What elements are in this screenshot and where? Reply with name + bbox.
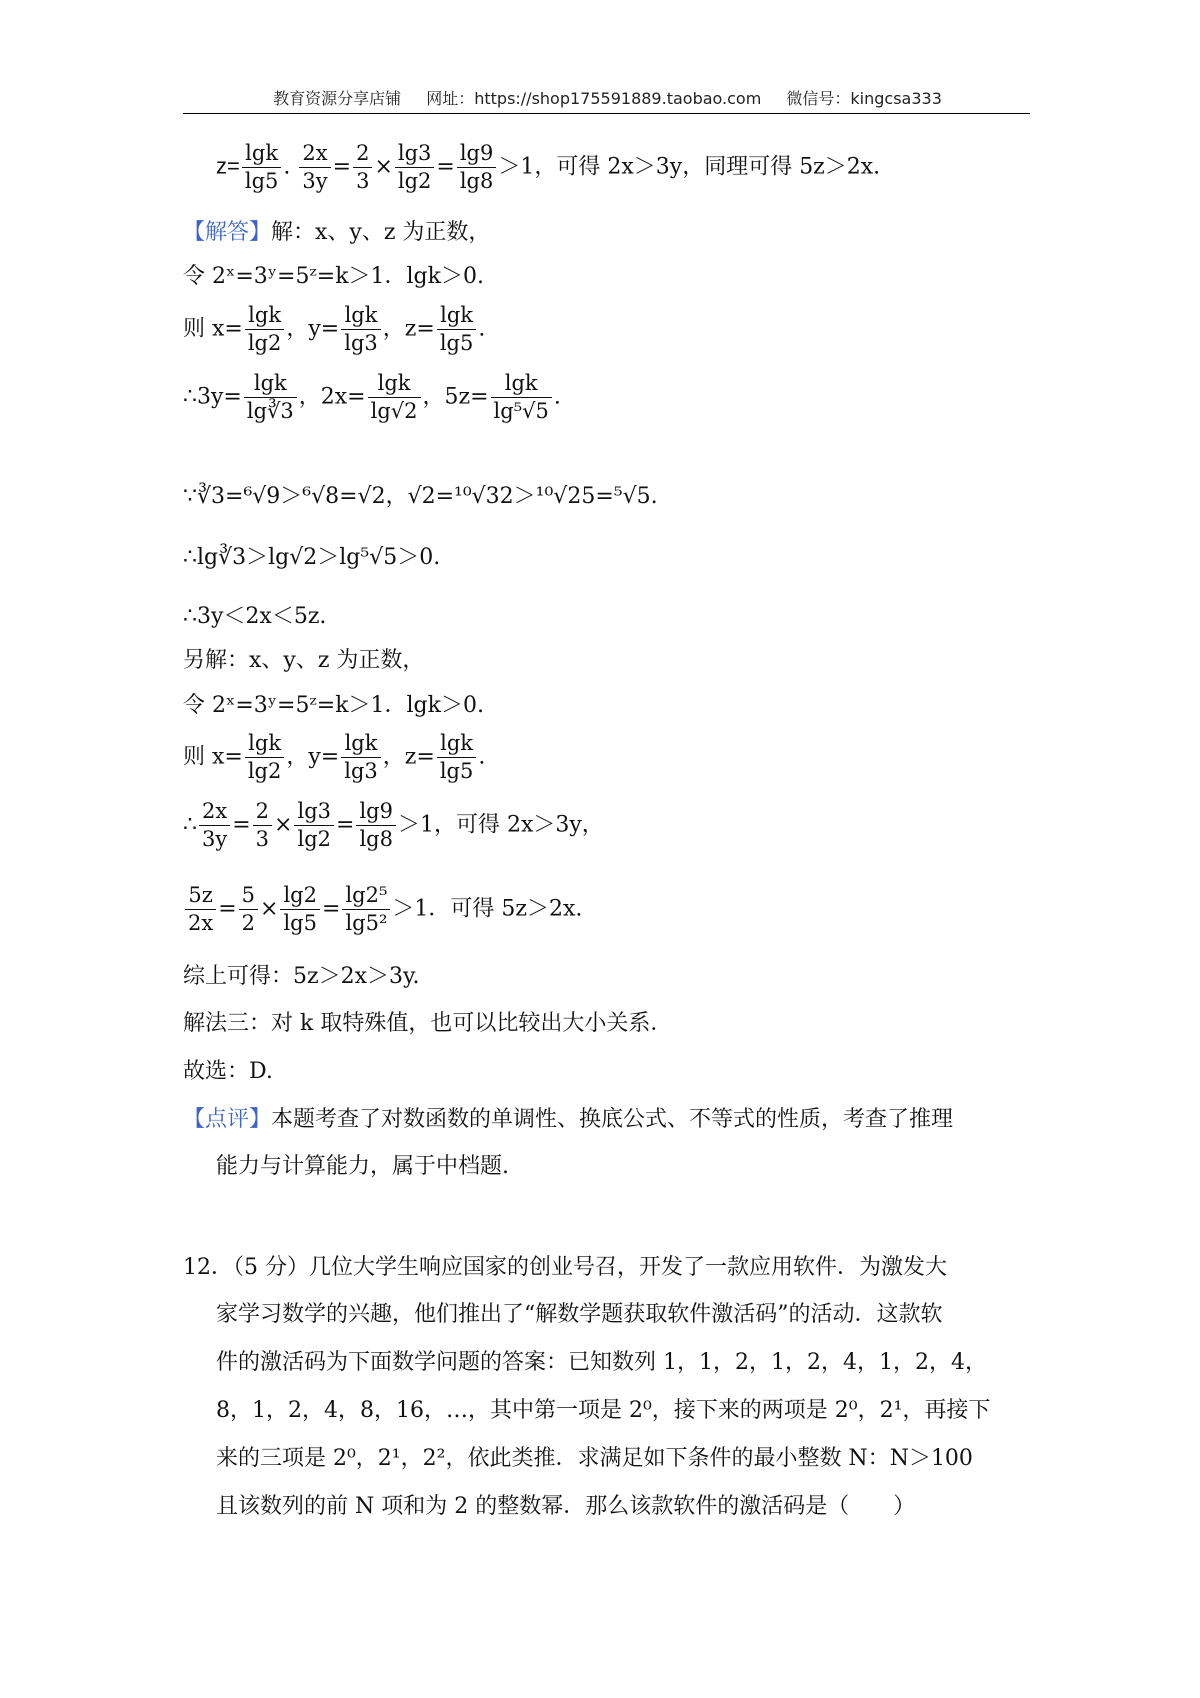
fraction xyxy=(244,370,297,425)
fraction xyxy=(185,882,216,937)
answer-line xyxy=(183,218,490,248)
fraction-den: lg3 xyxy=(344,331,378,355)
fraction-den: lg8 xyxy=(459,169,494,193)
let-text: 令 2ˣ=3ʸ=5ᶻ=k＞1．lgk＞0. xyxy=(183,693,484,718)
fraction xyxy=(299,140,330,195)
fraction-num: lgk xyxy=(491,370,552,398)
text-2x: ，2x= xyxy=(298,384,366,410)
fraction xyxy=(341,302,381,357)
because-text: ∵∛3=⁶√9＞⁶√8=√2，√2=¹⁰√32＞¹⁰√25=⁵√5. xyxy=(183,484,658,509)
fraction-num: 5 xyxy=(239,882,258,910)
fraction xyxy=(395,140,435,195)
text-conclusion: ＞1．可得 5z＞2x. xyxy=(392,896,583,922)
fraction-num: 2 xyxy=(253,798,272,826)
fraction xyxy=(356,798,396,853)
fraction-num: lg3 xyxy=(294,798,334,826)
comment-line-2 xyxy=(216,1152,509,1182)
comment-line-1 xyxy=(183,1105,953,1135)
method3-line xyxy=(183,1009,672,1039)
text-y-label: ，y= xyxy=(286,744,340,770)
fraction xyxy=(253,798,272,853)
comment-text: 本题考查了对数函数的单调性、换底公式、不等式的性质，考查了推理 xyxy=(271,1107,954,1132)
fraction xyxy=(242,140,282,195)
then-line-2 xyxy=(183,730,485,785)
text-dot: . xyxy=(553,384,561,410)
text-dot: . xyxy=(478,744,486,770)
text-equals: = xyxy=(322,896,341,922)
therefore-text-2: ∴lg∛3＞lg√2＞lg⁵√5＞0. xyxy=(183,545,441,570)
text-3y: ∴3y= xyxy=(183,384,242,410)
fraction xyxy=(341,730,381,785)
summary-text: 综上可得：5z＞2x＞3y. xyxy=(183,964,420,989)
header-url: 网址：https://shop175591889.taobao.com xyxy=(426,89,762,108)
fraction xyxy=(342,882,390,937)
text-y-label: ，y= xyxy=(286,316,340,342)
fraction-num: lgk xyxy=(245,730,285,758)
fraction-num: lg2⁵ xyxy=(342,882,390,910)
therefore-text-3: ∴3y＜2x＜5z. xyxy=(183,604,327,629)
alt-ratio-line-2 xyxy=(183,882,582,937)
problem-text: 8，1，2，4，8，16，…，其中第一项是 2⁰，接下来的两项是 2⁰，2¹，再接下 xyxy=(216,1398,991,1423)
fraction-den: lg5² xyxy=(345,911,388,935)
problem-text: 件的激活码为下面数学问题的答案：已知数列 1，1，2，1，2，4，1，2，4， xyxy=(216,1350,987,1375)
problem12-line-4 xyxy=(216,1396,990,1426)
text-equals: = xyxy=(232,812,251,838)
fraction-num: lgk xyxy=(244,370,297,398)
header-wechat: 微信号：kingcsa333 xyxy=(786,89,942,108)
fraction-den: lg√2 xyxy=(370,399,418,423)
fraction-num: lgk xyxy=(242,140,282,168)
fraction xyxy=(199,798,230,853)
text-times: × xyxy=(374,154,393,180)
fraction-den: lg∛3 xyxy=(246,399,294,423)
text-conclusion: ＞1，可得 2x＞3y，同理可得 5z＞2x. xyxy=(498,154,881,180)
text-times: × xyxy=(274,812,293,838)
text-z-label: ，z= xyxy=(382,744,435,770)
text-5z: ，5z= xyxy=(422,384,489,410)
fraction-num: lg9 xyxy=(356,798,396,826)
text-equals: = xyxy=(218,896,237,922)
choice-line xyxy=(183,1057,273,1087)
therefore-line-1 xyxy=(183,370,561,425)
therefore-line-2 xyxy=(183,543,440,573)
alt-line xyxy=(183,646,424,676)
problem-text: 12．（5 分）几位大学生响应国家的创业号召，开发了一款应用软件．为激发大 xyxy=(183,1255,947,1280)
fraction-num: 2x xyxy=(299,140,330,168)
fraction xyxy=(245,730,285,785)
fraction-num: lgk xyxy=(437,730,477,758)
fraction-num: 2 xyxy=(353,140,372,168)
let-line-2 xyxy=(183,691,484,721)
solution-line-1 xyxy=(216,140,880,195)
problem12-line-1 xyxy=(183,1253,947,1283)
because-line xyxy=(183,482,658,512)
fraction-num: lgk xyxy=(245,302,285,330)
fraction-den: lg5 xyxy=(439,759,474,783)
text-z-label: ，z= xyxy=(382,316,435,342)
fraction-den: 3y xyxy=(202,827,228,851)
fraction xyxy=(491,370,552,425)
problem12-line-6 xyxy=(216,1492,915,1522)
fraction-num: 5z xyxy=(185,882,216,910)
text-x-label: 则 x= xyxy=(183,316,243,342)
fraction-den: lg2 xyxy=(247,759,282,783)
fraction-num: lgk xyxy=(437,302,477,330)
answer-text: 解：x、y、z 为正数， xyxy=(271,220,491,245)
fraction-num: lgk xyxy=(341,302,381,330)
fraction-den: 3y xyxy=(302,169,328,193)
comment-text: 能力与计算能力，属于中档题. xyxy=(216,1154,509,1179)
problem12-line-5 xyxy=(216,1444,973,1474)
therefore-line-3 xyxy=(183,602,326,632)
fraction xyxy=(353,140,372,195)
fraction-den: 3 xyxy=(356,169,370,193)
fraction-num: lgk xyxy=(368,370,421,398)
fraction-num: 2x xyxy=(199,798,230,826)
fraction-den: 2x xyxy=(188,911,214,935)
fraction xyxy=(245,302,285,357)
text-times: × xyxy=(260,896,279,922)
therefore-sign: ∴ xyxy=(183,812,197,838)
answer-tag: 【解答】 xyxy=(183,220,272,245)
fraction-den: lg5 xyxy=(283,911,317,935)
problem12-line-3 xyxy=(216,1348,987,1378)
problem-text: 家学习数学的兴趣，他们推出了“解数学题获取软件激活码”的活动．这款软 xyxy=(216,1302,943,1327)
fraction-den: 3 xyxy=(255,827,270,851)
alt-ratio-line-1 xyxy=(183,798,604,853)
text-dot: . xyxy=(283,154,291,180)
then-line xyxy=(183,302,485,357)
fraction-den: lg5 xyxy=(439,331,474,355)
problem12-line-2 xyxy=(216,1300,943,1330)
problem-text: 来的三项是 2⁰，2¹，2²，依此类推．求满足如下条件的最小整数 N：N＞100 xyxy=(216,1446,973,1471)
let-line xyxy=(183,262,484,292)
choice-text: 故选：D. xyxy=(183,1059,273,1084)
fraction-den: lg⁵√5 xyxy=(493,399,549,423)
fraction xyxy=(368,370,421,425)
fraction-den: lg2 xyxy=(297,827,332,851)
fraction xyxy=(280,882,320,937)
method3-text: 解法三：对 k 取特殊值，也可以比较出大小关系． xyxy=(183,1011,673,1036)
text-equals: = xyxy=(336,812,355,838)
fraction xyxy=(437,730,477,785)
fraction xyxy=(437,302,477,357)
text-conclusion: ＞1，可得 2x＞3y， xyxy=(397,812,604,838)
fraction-num: lgk xyxy=(341,730,381,758)
alt-text: 另解：x、y、z 为正数， xyxy=(183,648,425,673)
text-equals: = xyxy=(436,154,455,180)
fraction-num: lg2 xyxy=(280,882,320,910)
fraction-den: 2 xyxy=(241,911,256,935)
fraction-den: lg3 xyxy=(344,759,378,783)
text-z: z= xyxy=(216,153,240,179)
fraction xyxy=(294,798,334,853)
fraction-den: lg8 xyxy=(359,827,393,851)
problem-text: 且该数列的前 N 项和为 2 的整数幂．那么该款软件的激活码是（ ） xyxy=(216,1494,916,1519)
summary-line xyxy=(183,962,420,992)
fraction xyxy=(239,882,258,937)
let-text: 令 2ˣ=3ʸ=5ᶻ=k＞1．lgk＞0. xyxy=(183,264,484,289)
text-dot: . xyxy=(478,316,486,342)
header-shop: 教育资源分享店铺 xyxy=(273,89,402,108)
fraction xyxy=(457,140,497,195)
fraction-num: lg3 xyxy=(395,140,435,168)
text-x-label: 则 x= xyxy=(183,744,243,770)
comment-tag: 【点评】 xyxy=(183,1107,272,1132)
text-equals: = xyxy=(332,154,352,180)
fraction-den: lg2 xyxy=(397,169,432,193)
fraction-den: lg2 xyxy=(247,331,282,355)
header-divider xyxy=(183,113,1030,114)
fraction-num: lg9 xyxy=(457,140,497,168)
fraction-den: lg5 xyxy=(244,169,279,193)
